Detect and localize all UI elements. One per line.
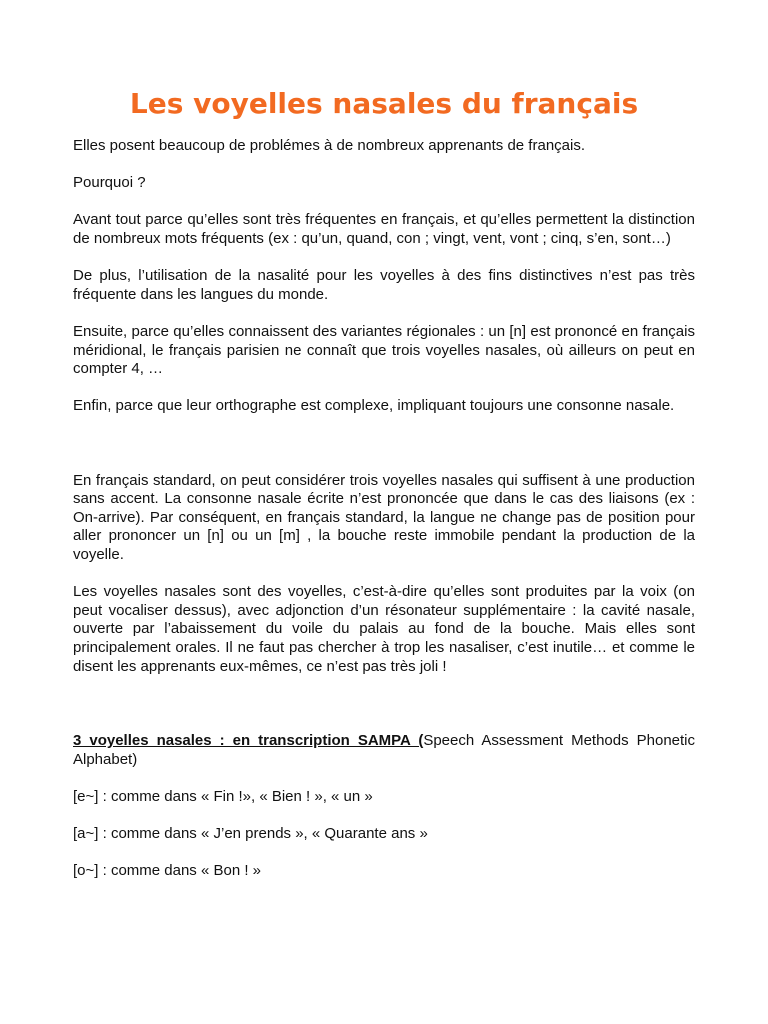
intro-paragraph: Elles posent beaucoup de problémes à de nombreux apprenants de français. [73, 137, 585, 154]
reason-rarity-paragraph: De plus, l’utilisation de la nasalité pour les voyelles à des fins distinctives n’est pas très fréquente dans les langues du monde. [73, 267, 695, 303]
reason-spelling-paragraph: Enfin, parce que leur orthographe est complexe, impliquant toujours une consonne nasale. [73, 397, 675, 415]
sampa-item-e: [e~] : comme dans « Fin !», « Bien ! », « un » [73, 787, 373, 805]
document-body [73, 137, 695, 881]
sampa-item-a: [a~] : comme dans « J’en prends », « Quarante ans » [73, 825, 428, 842]
reason-regional-paragraph: Ensuite, parce qu’elles connaissent des variantes régionales : un [n] est prononcé en français méridional, le français parisien ne connaît que trois voyelles nasales, où ailleurs on peut en compter 4, … [73, 322, 695, 378]
sampa-heading: 3 voyelles nasales : en transcription SAMPA ( [73, 732, 424, 750]
sampa-heading-paragraph [73, 732, 695, 769]
sampa-item-o: [o~] : comme dans « Bon ! » [73, 862, 262, 880]
standard-french-paragraph: En français standard, on peut considérer trois voyelles nasales qui suffisent à une production sans accent. La consonne nasale écrite n’est prononcée que dans le cas des liaisons (ex : On-arrive). Par conséquent, en français standard, la langue ne change pas de position pour aller prononcer un [n] ou un [m] , la bouche reste immobile pendant la production de la voyelle. [73, 471, 695, 564]
reason-frequency-paragraph: Avant tout parce qu’elles sont très fréquentes en français, et qu’elles permettent la distinction de nombreux mots fréquents (ex : qu’un, quand, con ; vingt, vent, vont ; cinq, s’en, sont…) [73, 211, 695, 247]
document-title: Les voyelles nasales du français [129, 87, 639, 120]
sampa-heading-rest: Speech Assessment Methods Phonetic Alphabet) [73, 732, 695, 768]
question-paragraph: Pourquoi ? [73, 174, 146, 192]
nasal-vowels-description-paragraph: Les voyelles nasales sont des voyelles, c’est-à-dire qu’elles sont produites par la voix (on peut vocaliser dessus), avec adjonction d’un résonateur supplémentaire : la cavité nasale, ouverte par l’abaissement du voile du palais au fond de la bouche. Mais elles sont principalement orales. Il ne faut pas chercher à trop les nasaliser, c’est inutile… et comme le disent les apprenants eux-mêmes, ce n’est pas très joli ! [73, 583, 695, 675]
